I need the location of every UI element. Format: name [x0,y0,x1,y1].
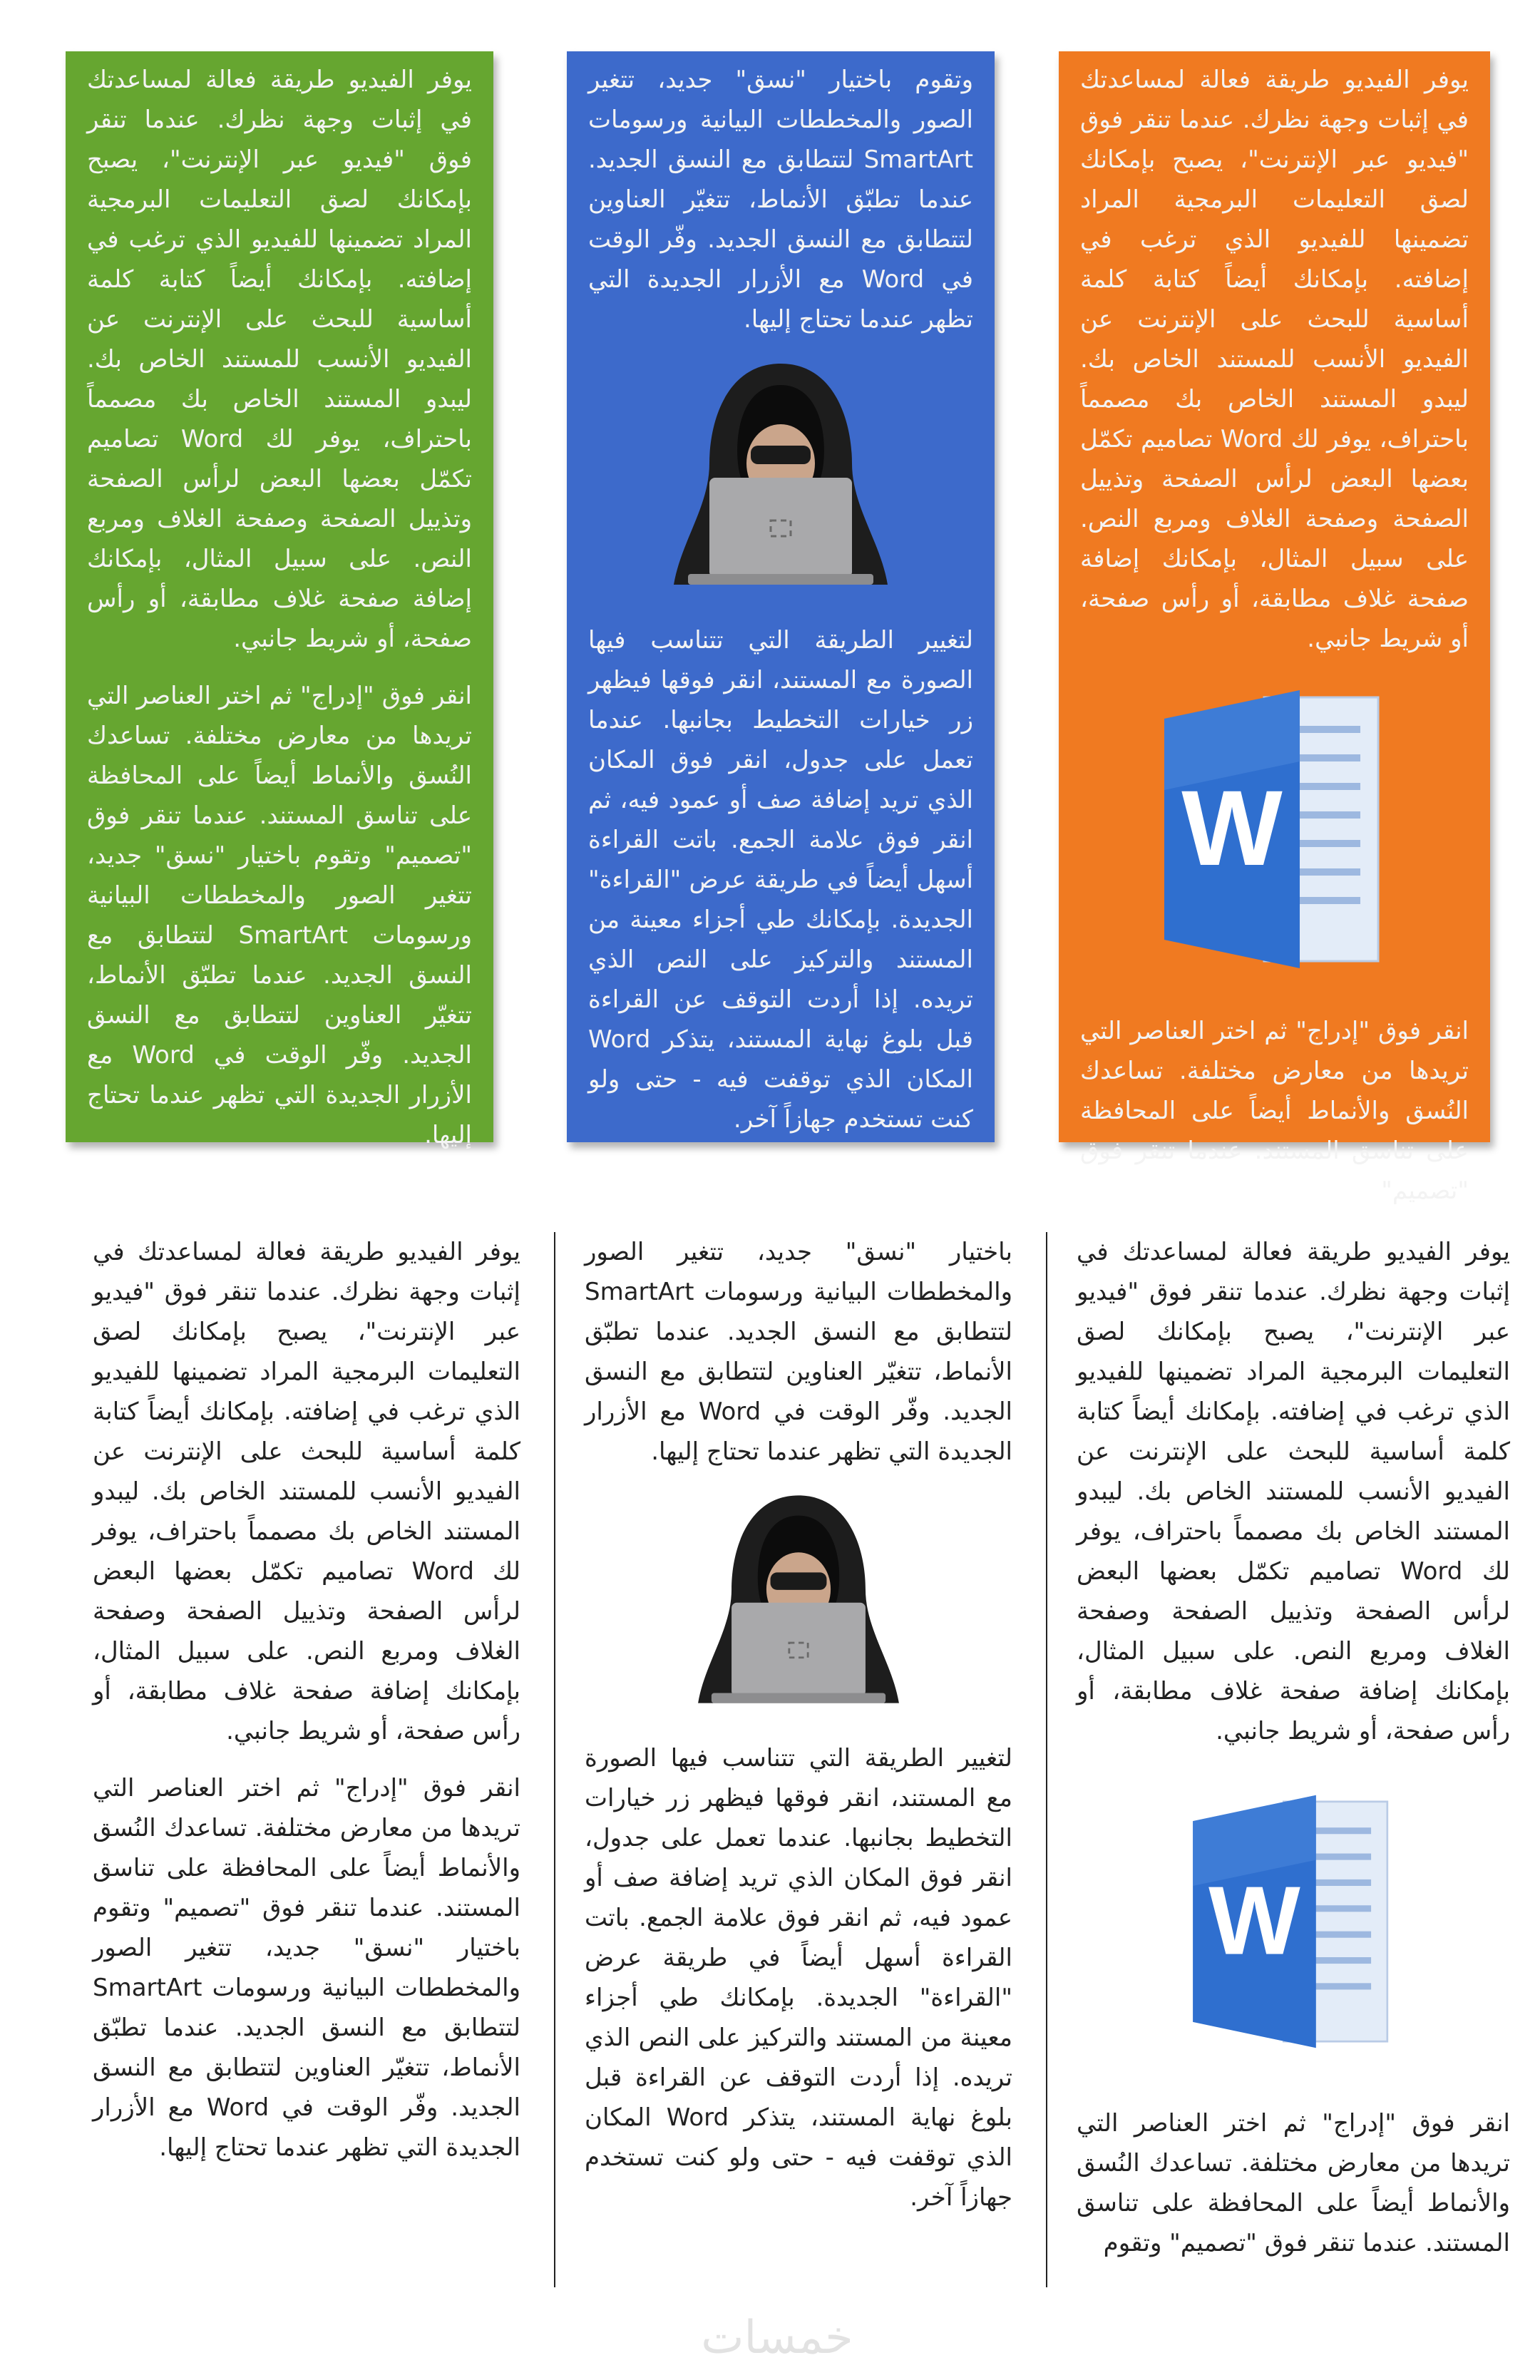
blue-paragraph-2: لتغيير الطريقة التي تتناسب فيها الصورة مع المستند، انقر فوقها فيظهر زر خيارات التخطيط بجانبها. عندما تعمل على جدول، انقر فوق المكان الذي تريد إضافة صف أو عمود فيه، ثم انقر فوق علامة الجمع. باتت القراءة أسهل أيضاً في طريقة عرض "القراءة" الجديدة. بإمكانك طي أجزاء معينة من المستند والتركيز على النص الذي تريده. إذا أردت التوقف عن القراءة قبل بلوغ نهاية المستند، يتذكر Word المكان الذي توقفت فيه - حتى ولو كنت تستخدم جهازاً آخر. [588,626,973,1134]
orange-paragraph-2: انقر فوق "إدراج" ثم اختر العناصر التي تريدها من معارض مختلفة. تساعدك النُسق والأنماط أيضاً على المحافظة على تناسق المستند. عندما تنقر فوق "تصميم" [1080,1017,1469,1205]
hooded-hacker-laptop-icon [684,1489,913,1710]
hooded-hacker-laptop-icon [659,357,902,592]
word-logo-icon [1157,676,1392,983]
green-paragraph-2: انقر فوق "إدراج" ثم اختر العناصر التي تريدها من معارض مختلفة. تساعدك النُسق والأنماط أيضاً على المحافظة على تناسق المستند. عندما تنقر فوق "تصميم" وتقوم باختيار "نسق" جديد، تتغير الصور والمخططات البيانية ورسومات SmartArt لتتطابق مع النسق الجديد. عندما تطبّق الأنماط، تتغيّر العناوين لتتطابق مع النسق الجديد. وفّر الوقت في Word مع الأزرار الجديدة التي تظهر عندما تحتاج إليها. [87,682,473,1149]
orange-text-box [1059,51,1490,1205]
blue-text-box [567,51,995,1142]
plain-mid-paragraph-1: باختيار "نسق" جديد، تتغير الصور والمخططات البيانية ورسومات SmartArt لتتطابق مع النسق الجديد. عندما تطبّق الأنماط، تتغيّر العناوين لتتطابق مع النسق الجديد. وفّر الوقت في Word مع الأزرار الجديدة التي تظهر عندما تحتاج إليها. [585,1238,1013,1466]
plain-column-right [1077,1232,1510,2266]
plain-left-paragraph-1: يوفر الفيديو طريقة فعالة لمساعدتك في إثبات وجهة نظرك. عندما تنقر فوق "فيديو عبر الإنترنت"، يصبح بإمكانك لصق التعليمات البرمجية المراد تضمينها للفيديو الذي ترغب في إضافته. بإمكانك أيضاً كتابة كلمة أساسية للبحث على الإنترنت عن الفيديو الأنسب للمستند الخاص بك. ليبدو المستند الخاص بك مصمماً باحتراف، يوفر لك Word تصاميم تكمّل بعضها البعض لرأس الصفحة وتذييل الصفحة وصفحة الغلاف ومربع النص. على سبيل المثال، بإمكانك إضافة صفحة غلاف مطابقة، أو رأس صفحة، أو شريط جانبي. [93,1238,520,1745]
column-divider [1046,1232,1047,2287]
plain-column-middle [585,1232,1012,2266]
plain-mid-paragraph-2: لتغيير الطريقة التي تتناسب فيها الصورة مع المستند، انقر فوقها فيظهر زر خيارات التخطيط بجانبها. عندما تعمل على جدول، انقر فوق المكان الذي تريد إضافة صف أو عمود فيه، ثم انقر فوق علامة الجمع. باتت القراءة أسهل أيضاً في طريقة عرض "القراءة" الجديدة. بإمكانك طي أجزاء معينة من المستند والتركيز على النص الذي تريده. إذا أردت التوقف عن القراءة قبل بلوغ نهاية المستند، يتذكر Word المكان الذي توقفت فيه - حتى ولو كنت تستخدم جهازاً آخر. [585,1744,1013,2212]
plain-column-left [93,1232,520,2266]
plain-right-paragraph-2: انقر فوق "إدراج" ثم اختر العناصر التي تريدها من معارض مختلفة. تساعدك النُسق والأنماط أيضاً على المحافظة على تناسق المستند. عندما تنقر فوق "تصميم" وتقوم [1077,2109,1510,2257]
watermark: خمسات [701,2312,853,2364]
plain-left-paragraph-2: انقر فوق "إدراج" ثم اختر العناصر التي تريدها من معارض مختلفة. تساعدك النُسق والأنماط أيضاً على المحافظة على تناسق المستند. عندما تنقر فوق "تصميم" وتقوم باختيار "نسق" جديد، تتغير الصور والمخططات البيانية ورسومات SmartArt لتتطابق مع النسق الجديد. عندما تطبّق الأنماط، تتغيّر العناوين لتتطابق مع النسق الجديد. وفّر الوقت في Word مع الأزرار الجديدة التي تظهر عندما تحتاج إليها. [93,1774,521,2162]
svg-text:W: W [1181,768,1283,888]
green-paragraph-1: يوفر الفيديو طريقة فعالة لمساعدتك في إثبات وجهة نظرك. عندما تنقر فوق "فيديو عبر الإنترنت"، يصبح بإمكانك لصق التعليمات البرمجية المراد تضمينها للفيديو الذي ترغب في إضافته. بإمكانك أيضاً كتابة كلمة أساسية للبحث على الإنترنت عن الفيديو الأنسب للمستند الخاص بك. ليبدو المستند الخاص بك مصمماً باحتراف، يوفر لك Word تصاميم تكمّل بعضها البعض لرأس الصفحة وتذييل الصفحة وصفحة الغلاف ومربع النص. على سبيل المثال، بإمكانك إضافة صفحة غلاف مطابقة، أو رأس صفحة، أو شريط جانبي. [87,66,472,653]
green-text-box [66,51,493,1149]
blue-paragraph-1: وتقوم باختيار "نسق" جديد، تتغير الصور والمخططات البيانية ورسومات SmartArt لتتطابق مع النسق الجديد. عندما تطبّق الأنماط، تتغيّر العناوين لتتطابق مع النسق الجديد. وفّر الوقت في Word مع الأزرار الجديدة التي تظهر عندما تحتاج إليها. [588,66,973,334]
orange-paragraph-1: يوفر الفيديو طريقة فعالة لمساعدتك في إثبات وجهة نظرك. عندما تنقر فوق "فيديو عبر الإنترنت"، يصبح بإمكانك لصق التعليمات البرمجية المراد تضمينها للفيديو الذي ترغب في إضافته. بإمكانك أيضاً كتابة كلمة أساسية للبحث على الإنترنت عن الفيديو الأنسب للمستند الخاص بك. ليبدو المستند الخاص بك مصمماً باحتراف، يوفر لك Word تصاميم تكمّل بعضها البعض لرأس الصفحة وتذييل الصفحة وصفحة الغلاف ومربع النص. على سبيل المثال، بإمكانك إضافة صفحة غلاف مطابقة، أو رأس صفحة، أو شريط جانبي. [1080,66,1469,653]
word-logo-icon [1186,1768,1400,2075]
plain-right-paragraph-1: يوفر الفيديو طريقة فعالة لمساعدتك في إثبات وجهة نظرك. عندما تنقر فوق "فيديو عبر الإنترنت"، يصبح بإمكانك لصق التعليمات البرمجية المراد تضمينها للفيديو الذي ترغب في إضافته. بإمكانك أيضاً كتابة كلمة أساسية للبحث على الإنترنت عن الفيديو الأنسب للمستند الخاص بك. ليبدو المستند الخاص بك مصمماً باحتراف، يوفر لك Word تصاميم تكمّل بعضها البعض لرأس الصفحة وتذييل الصفحة وصفحة الغلاف ومربع النص. على سبيل المثال، بإمكانك إضافة صفحة غلاف مطابقة، أو رأس صفحة، أو شريط جانبي. [1077,1238,1510,1745]
svg-text:W: W [1208,1866,1300,1975]
column-divider [554,1232,555,2287]
